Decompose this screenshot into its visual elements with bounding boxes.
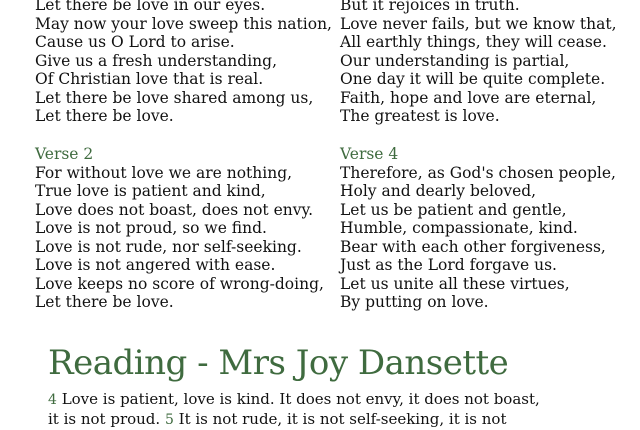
lyric-line: Of Christian love that is real. [35, 70, 264, 88]
verse-2-label: Verse 2 [35, 145, 94, 163]
lyric-line: Cause us O Lord to arise. [35, 33, 235, 51]
lyric-line: True love is patient and kind, [35, 182, 266, 200]
lyric-line: Let there be love shared among us, [35, 88, 314, 107]
lyric-line: Love does not boast, does not envy. [35, 200, 314, 219]
lyric-line: One day it will be quite complete. [340, 70, 606, 88]
reading-line-2-text-b: It is not rude, it is not self-seeking, it is not [173, 410, 507, 428]
lyric-line: Let there be love. [35, 293, 174, 311]
lyric-line: Love is not angered with ease. [35, 256, 276, 274]
verse-number-5: 5 [164, 412, 174, 428]
lyric-line: Bear with each other forgiveness, [340, 237, 606, 256]
lyric-line: May now your love sweep this nation, [35, 14, 332, 33]
reading-text [48, 390, 540, 430]
lyric-line: Love keeps no score of wrong-doing, [35, 274, 324, 293]
lyric-line: But it rejoices in truth. [340, 0, 520, 14]
lyric-line: Let us be patient and gentle, [340, 200, 567, 219]
lyric-line: Let there be love. [35, 107, 174, 125]
verse-number-4: 4 [48, 392, 57, 408]
reading-line-2 [48, 410, 540, 430]
verse-4-lines [340, 164, 616, 312]
lyric-line: By putting on love. [340, 293, 489, 311]
lyric-line: Love is not rude, nor self-seeking. [35, 237, 302, 256]
reading-line-2-text-a: it is not proud. [48, 410, 165, 428]
lyric-line: Holy and dearly beloved, [340, 182, 537, 200]
reading-title: Reading - Mrs Joy Dansette [48, 343, 509, 383]
lyric-line: Our understanding is partial, [340, 51, 570, 70]
lyric-line: Give us a fresh understanding, [35, 51, 277, 70]
lyric-line: For without love we are nothing, [35, 163, 293, 182]
lyric-line: Let us unite all these virtues, [340, 274, 570, 293]
verse-4-block [340, 145, 616, 312]
lyric-line: Just as the Lord forgave us. [340, 256, 557, 274]
verse-2-lines [35, 164, 324, 312]
left-top-lyrics [35, 0, 332, 126]
lyric-line: Let there be love in our eyes. [35, 0, 266, 14]
verse-2-block [35, 145, 324, 312]
lyric-line: Love never fails, but we know that, [340, 14, 617, 33]
right-top-lyrics [340, 0, 617, 126]
lyric-line: The greatest is love. [340, 107, 500, 125]
lyric-line: Therefore, as God's chosen people, [340, 163, 616, 182]
lyric-line: Faith, hope and love are eternal, [340, 88, 597, 107]
reading-line-1-text: Love is patient, love is kind. It does not envy, it does not boast, [56, 390, 540, 408]
reading-line-1 [48, 390, 540, 410]
lyric-line: All earthly things, they will cease. [340, 33, 607, 51]
lyric-line: Love is not proud, so we find. [35, 219, 267, 237]
verse-4-label: Verse 4 [340, 145, 399, 163]
lyric-line: Humble, compassionate, kind. [340, 219, 578, 237]
